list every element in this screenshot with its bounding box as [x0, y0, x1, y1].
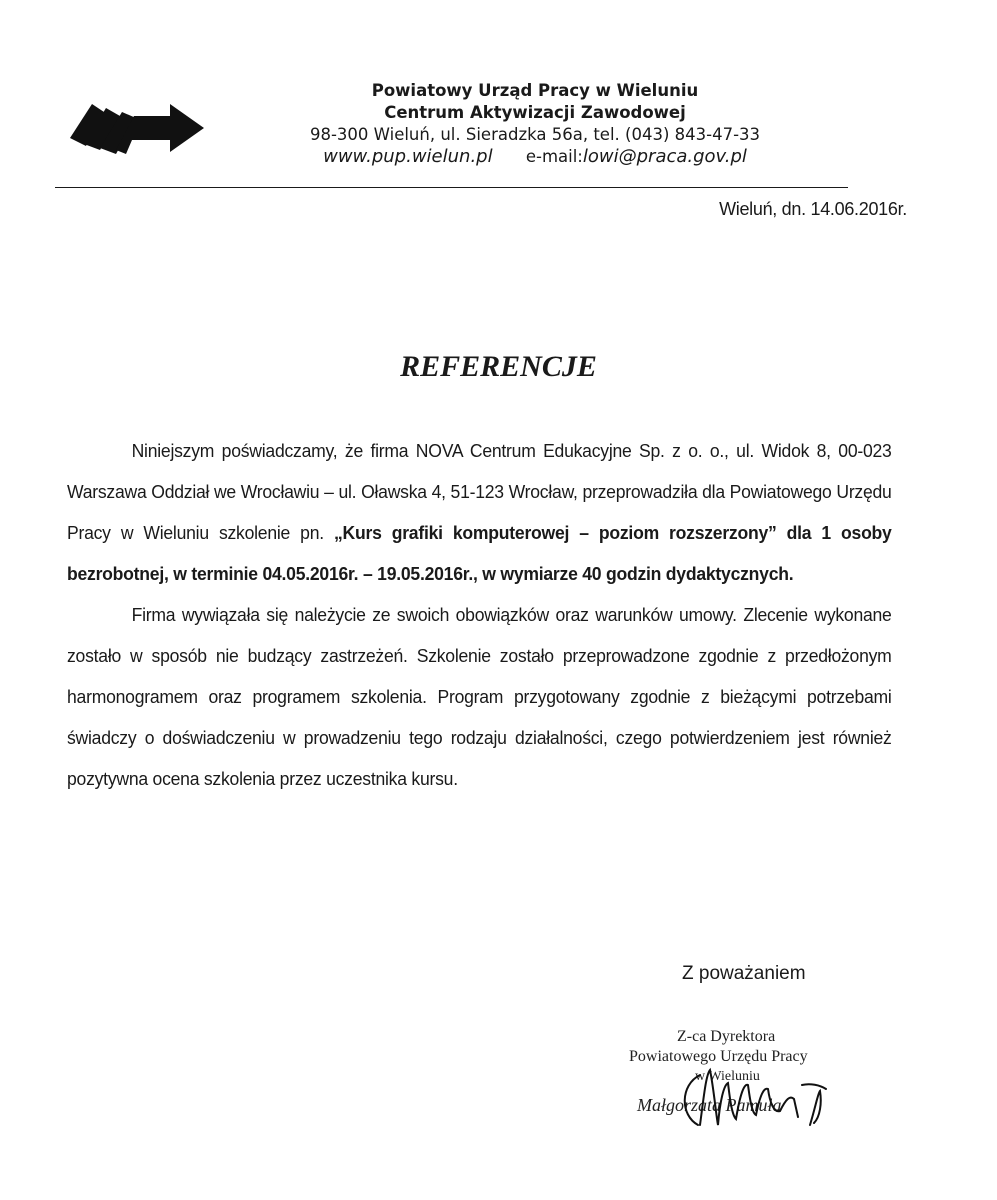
- handwritten-signature: [670, 1055, 845, 1145]
- header-divider: [55, 187, 848, 188]
- stamp-line-3: w Wieluniu: [695, 1069, 760, 1084]
- website-link[interactable]: www.pup.wielun.pl: [323, 146, 493, 167]
- email-label: e-mail:: [525, 147, 583, 166]
- date-line: Wieluń, dn. 14.06.2016r.: [719, 199, 907, 219]
- stamp-line-1: Z-ca Dyrektora: [677, 1028, 776, 1045]
- paragraph-1-text: Niniejszym poświadczamy, że firma NOVA Centrum Edukacyjne Sp. z o. o., ul. Widok 8, 00-023 Warszawa Oddział we Wrocławiu – ul. Oławska 4, 51-123 Wrocław, przeprowadziła dla Powiatowego Urzędu Pracy w Wieluniu szkolenie pn.: [67, 440, 892, 543]
- org-address: 98-300 Wieluń, ul. Sieradzka 56a, tel. (043) 843-47-33: [309, 125, 761, 144]
- letterhead: [300, 80, 770, 168]
- closing-salutation: Z poważaniem: [682, 963, 806, 984]
- stamp-name: Małgorzata Pamuła: [637, 1095, 782, 1115]
- email-link[interactable]: lowi@praca.gov.pl: [582, 146, 747, 167]
- stamp-line-2: Powiatowego Urzędu Pracy: [629, 1048, 808, 1065]
- paragraph-1-bold-text: „Kurs grafiki komputerowej – poziom rozszerzony” dla 1 osoby bezrobotnej, w terminie 04.05.2016r. – 19.05.2016r., w wymiarze 40 godzin dydaktycznych.: [67, 522, 892, 584]
- letter-body: [67, 430, 892, 799]
- dept-name: Centrum Aktywizacji Zawodowej: [384, 103, 686, 122]
- document-title: REFERENCJE: [400, 350, 597, 383]
- pup-arrow-logo-icon: [70, 98, 205, 158]
- paragraph-2: Firma wywiązała się należycie ze swoich obowiązków oraz warunków umowy. Zlecenie wykonane zostało w sposób nie budzący zastrzeżeń. Szkolenie zostało przeprowadzone zgodnie z przedłożonym harmonogramem oraz programem szkolenia. Program przygotowany zgodnie z bieżącymi potrzebami świadczy o doświadczeniu w prowadzeniu tego rodzaju działalności, czego potwierdzeniem jest również pozytywna ocena szkolenia przez uczestnika kursu.: [67, 604, 892, 789]
- paragraph-1: [67, 430, 892, 594]
- org-name: Powiatowy Urząd Pracy w Wieluniu: [371, 81, 699, 100]
